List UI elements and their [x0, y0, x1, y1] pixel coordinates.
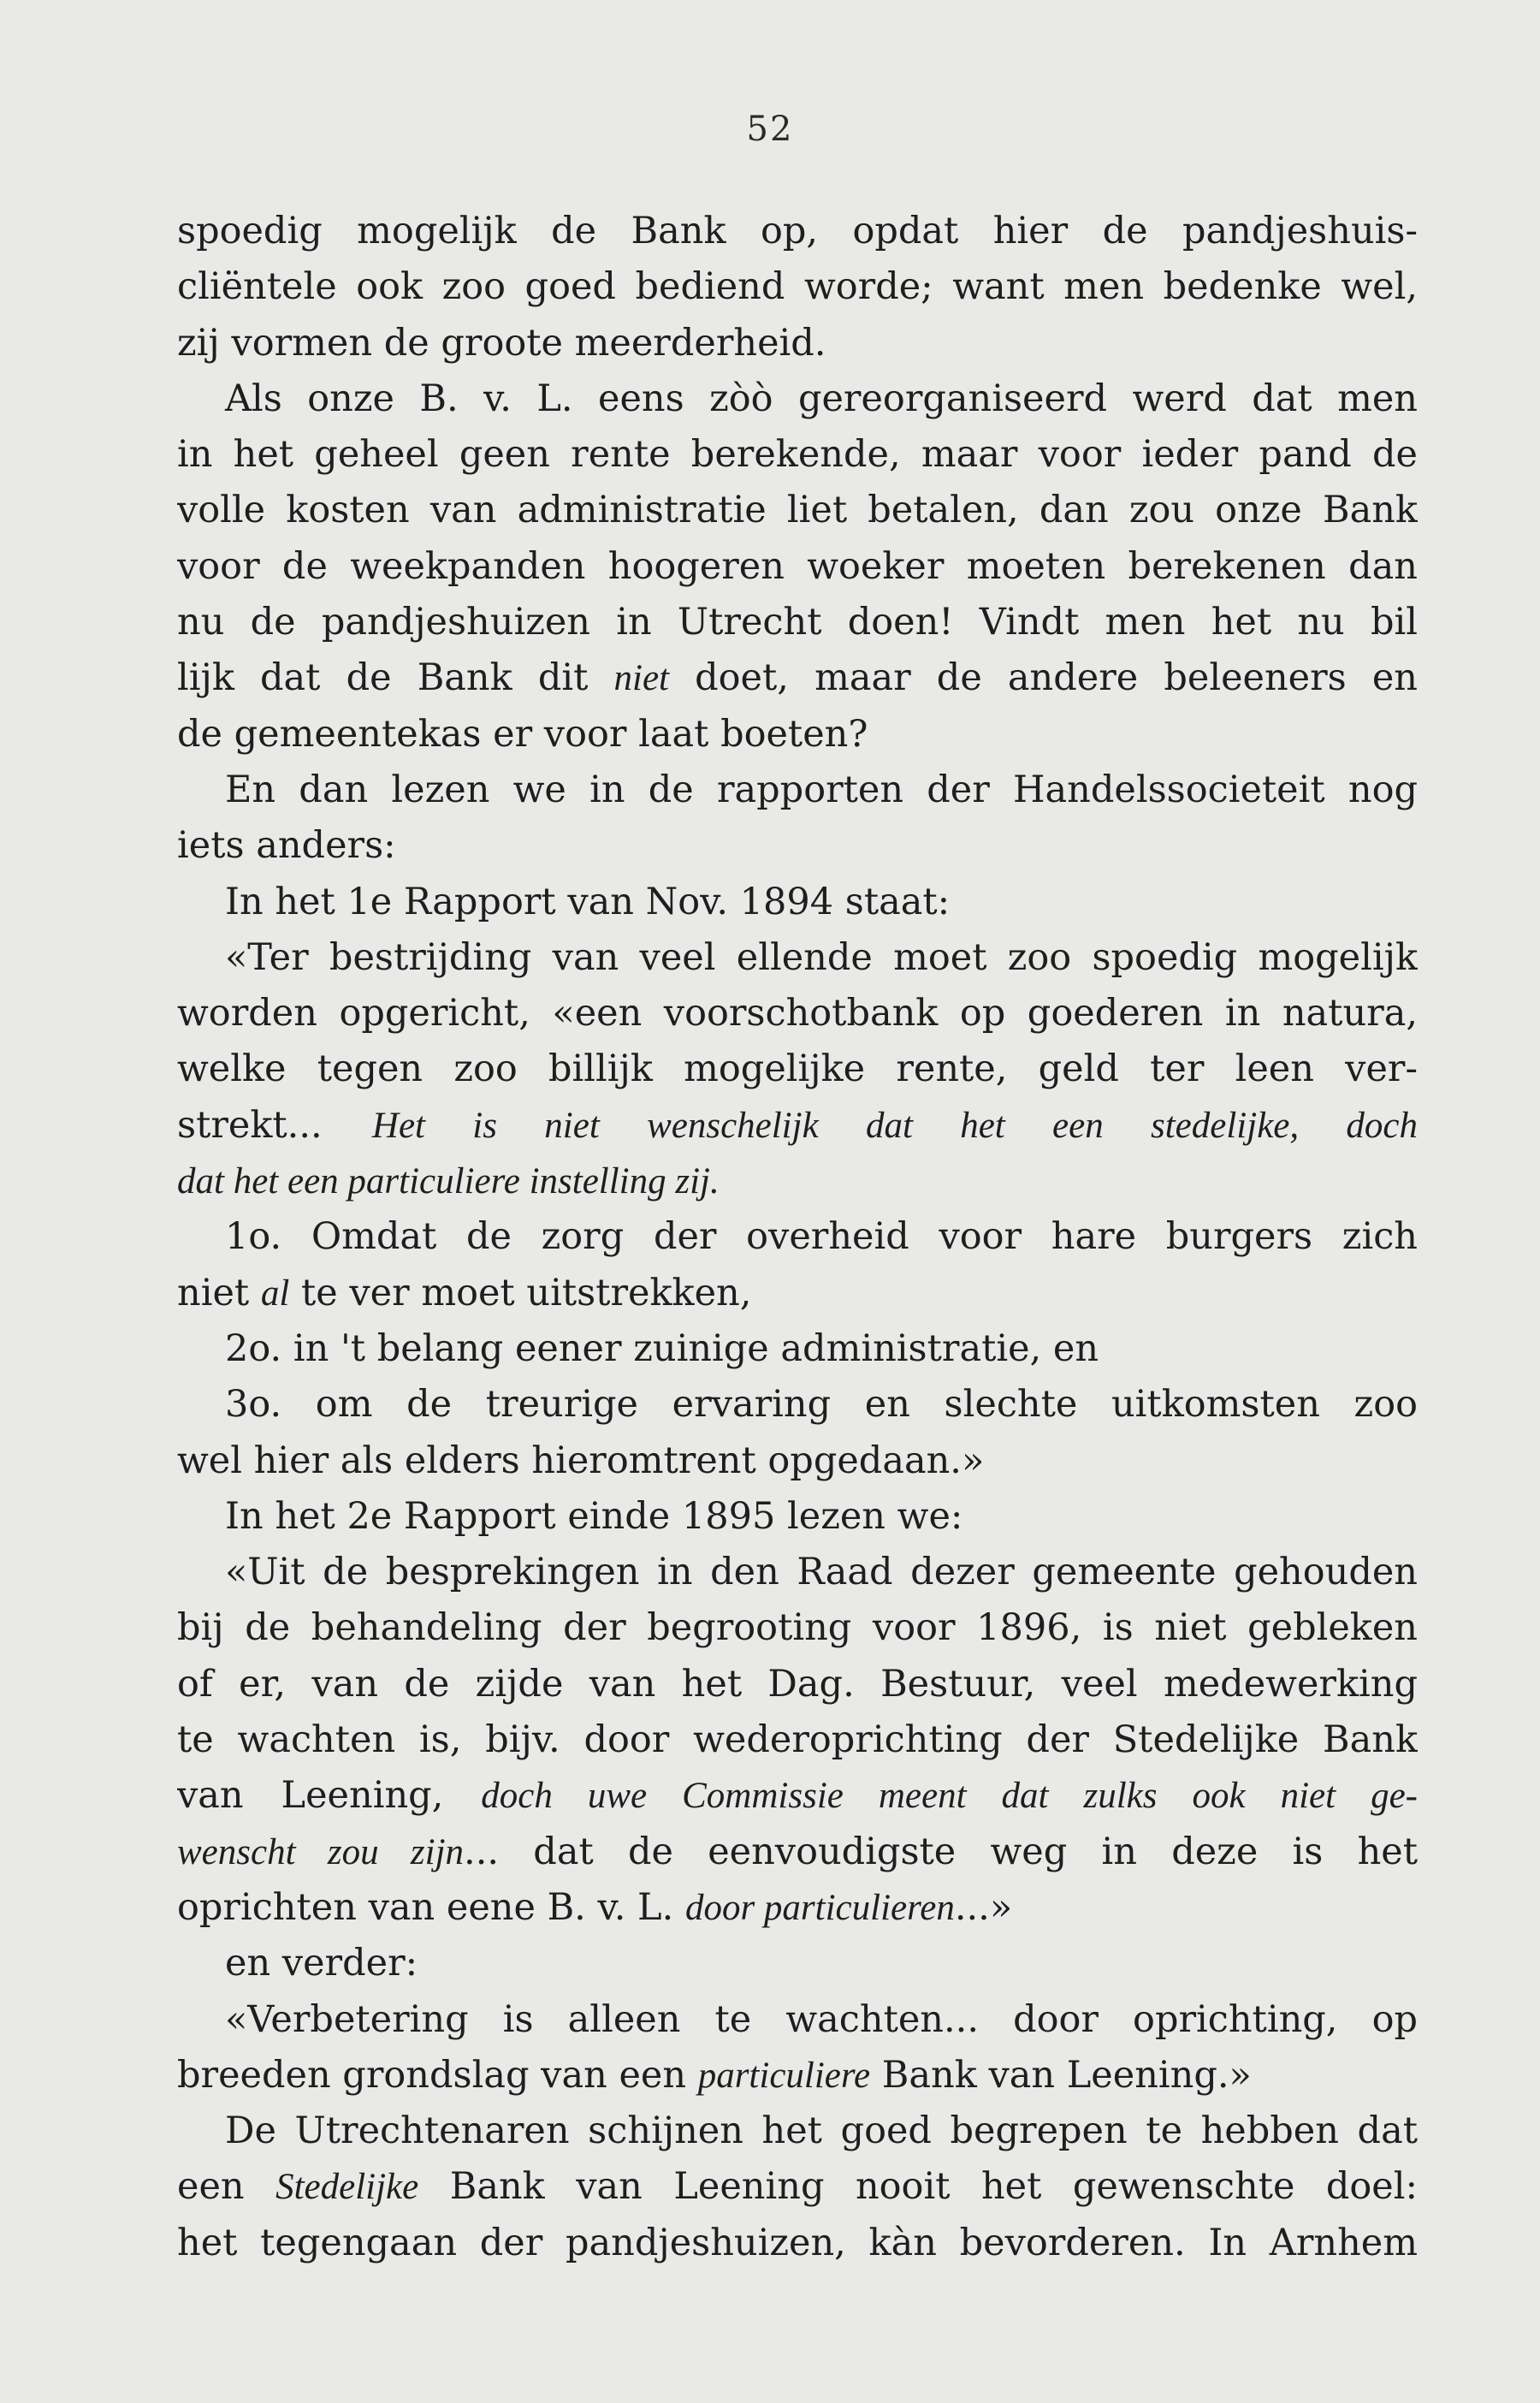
text-run: «Uit de besprekingen in den Raad dezer gemeente gehouden [225, 1551, 1418, 1594]
text-run: lijk dat de Bank dit [177, 656, 614, 700]
text-run: volle kosten van administratie liet betalen, dan zou onze Bank [177, 489, 1418, 532]
italic-text: Het is niet wenschelijk dat het een stedelijke, doch [371, 1105, 1418, 1146]
text-run: In het 1e Rapport van Nov. 1894 staat: [225, 880, 951, 923]
text-line [177, 650, 1418, 706]
text-line [177, 1768, 1418, 1824]
body-text [177, 204, 1418, 2271]
text-line [177, 427, 1418, 483]
text-run: Bank van Leening.» [870, 2053, 1252, 2097]
text-line [177, 204, 1418, 259]
text-line [177, 539, 1418, 595]
text-line [177, 1098, 1418, 1154]
text-line [177, 1154, 1418, 1209]
text-line [177, 1936, 1418, 1991]
text-run: 2o. in 't belang eener zuinige administratie, en [225, 1326, 1099, 1370]
text-run: cliëntele ook zoo goed bediend worde; want men bedenke wel, [177, 265, 1418, 309]
text-run: Als onze B. v. L. eens zòò gereorganiseerd werd dat men [225, 377, 1418, 420]
text-run: «Ter bestrijding van veel ellende moet zoo spoedig mogelijk [225, 935, 1418, 979]
text-line [177, 1992, 1418, 2048]
italic-text: wenscht zou zijn [177, 1831, 465, 1872]
text-run: en verder: [225, 1942, 418, 1985]
text-run: bij de behandeling der begrooting voor 1896, is niet gebleken [177, 1606, 1418, 1650]
text-run: Bank van Leening nooit het gewenschte doel: [418, 2165, 1418, 2209]
text-line [177, 1321, 1418, 1377]
text-line [177, 1377, 1418, 1433]
text-line [177, 259, 1418, 315]
text-line [177, 762, 1418, 818]
text-line [177, 1041, 1418, 1097]
italic-text: dat het een particuliere instelling zij. [177, 1161, 720, 1202]
text-line [177, 595, 1418, 650]
text-run: En dan lezen we in de rapporten der Handelssocieteit nog [225, 768, 1418, 811]
text-run: te ver moet uitstrekken, [289, 1271, 752, 1314]
text-run: wel hier als elders hieromtrent opgedaan.» [177, 1439, 985, 1482]
text-line [177, 707, 1418, 762]
text-line [177, 1489, 1418, 1545]
italic-text: door particulieren [684, 1887, 955, 1928]
text-line [177, 2159, 1418, 2215]
text-line [177, 1824, 1418, 1880]
text-line [177, 986, 1418, 1041]
text-run: van Leening, [177, 1774, 482, 1818]
text-run: voor de weekpanden hoogeren woeker moeten berekenen dan [177, 544, 1418, 588]
text-line [177, 2103, 1418, 2159]
text-line [177, 2216, 1418, 2271]
text-run: te wachten is, bijv. door wederoprichting der Stedelijke Bank [177, 1718, 1418, 1762]
text-run: in het geheel geen rente berekende, maar voor ieder pand de [177, 433, 1418, 477]
text-run: niet [177, 1271, 261, 1314]
text-run: oprichten van eene B. v. L. [177, 1885, 685, 1929]
text-line [177, 1266, 1418, 1321]
text-run: doet, maar de andere beleeners en [669, 656, 1418, 700]
text-run: of er, van de zijde van het Dag. Bestuur, veel medewerking [177, 1662, 1418, 1706]
text-line [177, 371, 1418, 427]
italic-text: particuliere [697, 2055, 871, 2096]
text-line [177, 1433, 1418, 1489]
text-line [177, 316, 1418, 371]
text-run: een [177, 2165, 276, 2209]
text-line [177, 818, 1418, 874]
text-line [177, 483, 1418, 538]
italic-text: niet [613, 658, 669, 699]
text-run: breeden grondslag van een [177, 2053, 698, 2097]
text-run: De Utrechtenaren schijnen het goed begrepen te hebben dat [225, 2109, 1418, 2153]
text-line [177, 875, 1418, 930]
text-line [177, 2048, 1418, 2103]
text-run: strekt... [177, 1103, 372, 1147]
text-line [177, 1657, 1418, 1712]
text-run: In het 2e Rapport einde 1895 lezen we: [225, 1494, 963, 1538]
text-run: «Verbetering is alleen te wachten... door oprichting, op [225, 1997, 1418, 2041]
text-run: iets anders: [177, 824, 396, 868]
italic-text: al [260, 1273, 290, 1314]
text-line [177, 1712, 1418, 1768]
text-run: spoedig mogelijk de Bank op, opdat hier de pandjeshuis- [177, 210, 1418, 252]
text-run: het tegengaan der pandjeshuizen, kàn bevorderen. In Arnhem [177, 2221, 1418, 2264]
text-run: welke tegen zoo billijk mogelijke rente, geld ter leen ver- [177, 1047, 1418, 1091]
text-run: 3o. om de treurige ervaring en slechte uitkomsten zoo [225, 1383, 1418, 1427]
text-run: 1o. Omdat de zorg der overheid voor hare burgers zich [225, 1215, 1418, 1259]
text-run: ... dat de eenvoudigste weg in deze is het [464, 1830, 1418, 1873]
text-line [177, 1545, 1418, 1600]
text-line [177, 1880, 1418, 1936]
italic-text: doch uwe Commissie meent dat zulks ook niet ge- [481, 1776, 1418, 1817]
text-run: worden opgericht, «een voorschotbank op goederen in natura, [177, 992, 1418, 1035]
text-line [177, 1600, 1418, 1656]
text-line [177, 930, 1418, 986]
italic-text: Stedelijke [275, 2167, 419, 2208]
text-run: nu de pandjeshuizen in Utrecht doen! Vindt men het nu bil [177, 601, 1418, 644]
text-line [177, 1209, 1418, 1265]
page-number: 52 [746, 110, 794, 149]
text-run: de gemeentekas er voor laat boeten? [177, 712, 868, 756]
text-run: ...» [954, 1885, 1013, 1929]
text-run: zij vormen de groote meerderheid. [177, 321, 826, 365]
